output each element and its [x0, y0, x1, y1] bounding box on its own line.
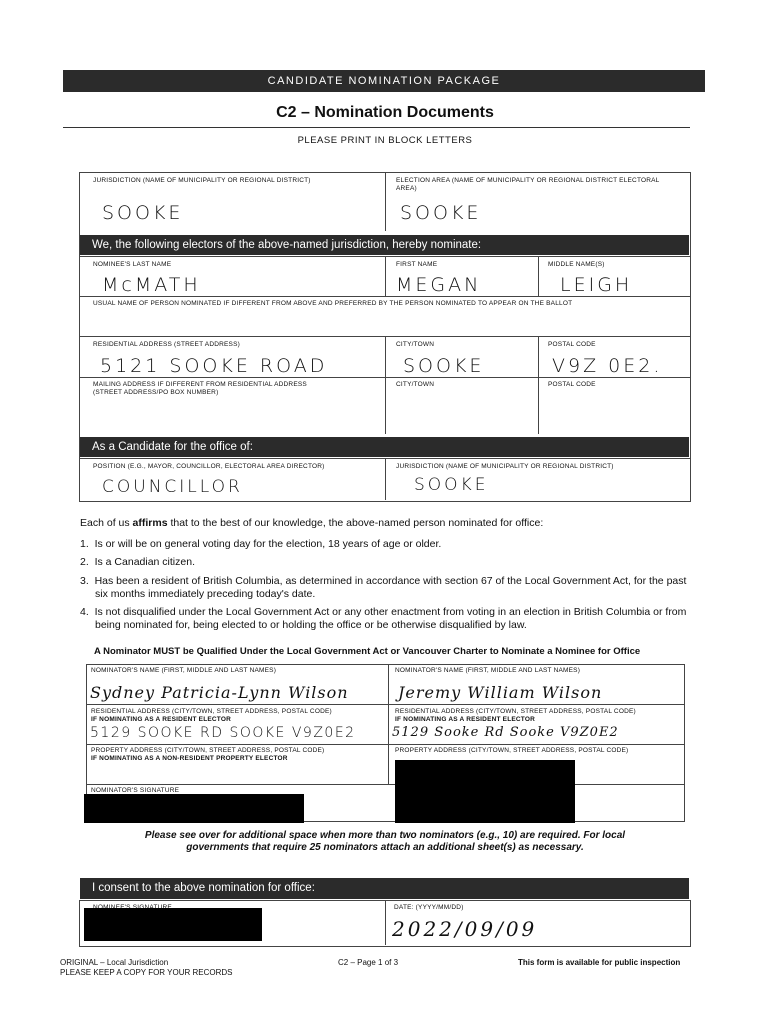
nominator2-name-label: NOMINATOR'S NAME (FIRST, MIDDLE AND LAST NAMES) [395, 667, 581, 674]
redacted-signature [395, 760, 575, 823]
package-banner: CANDIDATE NOMINATION PACKAGE [63, 70, 705, 92]
nominator2-res-label: RESIDENTIAL ADDRESS (CITY/TOWN, STREET ADDRESS, POSTAL CODE) [395, 708, 636, 715]
divider [79, 296, 690, 297]
nominator1-name-label: NOMINATOR'S NAME (FIRST, MIDDLE AND LAST NAMES) [91, 667, 277, 674]
divider [385, 256, 386, 296]
mailing-address-sublabel: (STREET ADDRESS/PO BOX NUMBER) [93, 389, 219, 396]
usual-name-label: USUAL NAME OF PERSON NOMINATED IF DIFFERENT FROM ABOVE AND PREFERRED BY THE PERSON NOMINATED TO APPEAR ON THE BALLOT [93, 300, 573, 307]
office-jurisdiction-field[interactable]: SOOKE [414, 475, 489, 495]
nominator2-res-field[interactable]: 5129 Sooke Rd Sooke V9Z0E2 [392, 725, 619, 740]
note-line: Please see over for additional space when more than two nominators (e.g., 10) are required. For local [144, 830, 626, 841]
additional-space-note [0, 830, 770, 854]
middle-name-label: MIDDLE NAME(S) [548, 261, 605, 268]
title-rule [63, 127, 690, 128]
city-label: CITY/TOWN [396, 341, 435, 348]
footer-original: ORIGINAL – Local Jurisdiction [60, 958, 169, 967]
page-subtitle: PLEASE PRINT IN BLOCK LETTERS [297, 135, 473, 146]
mailing-city-label: CITY/TOWN [396, 381, 435, 388]
divider [388, 664, 389, 784]
nominator2-prop-label: PROPERTY ADDRESS (CITY/TOWN, STREET ADDRESS, POSTAL CODE) [395, 747, 629, 754]
qualified-heading: A Nominator MUST be Qualified Under the Local Government Act or Vancouver Charter to Nominate a Nominee for Office [94, 646, 641, 657]
affirm-item: 2. Is a Canadian citizen. [80, 556, 195, 568]
nominator2-name-field[interactable]: Jeremy William Wilson [398, 683, 603, 702]
redacted-signature [84, 794, 304, 823]
divider [538, 336, 539, 434]
nominee-last-name-field[interactable]: McMATH [102, 274, 201, 296]
postal-code-field[interactable]: V9Z 0E2. [552, 355, 663, 377]
note-line: governments that require 25 nominators attach an additional sheet(s) as necessary. [186, 842, 584, 853]
redacted-signature [84, 908, 262, 941]
city-field[interactable]: SOOKE [403, 355, 485, 377]
election-area-field[interactable]: SOOKE [400, 202, 482, 224]
election-area-label: ELECTION AREA (NAME OF MUNICIPALITY OR REGIONAL DISTRICT ELECTORAL AREA) [396, 177, 660, 192]
affirm-item: 4. Is not disqualified under the Local Government Act or any other enactment from voting in an election in British Columbia or from being nominated for, being elected to or holding the office or be otherwise disqualified by law. [80, 606, 687, 631]
footer-left [60, 958, 233, 978]
footer-page: C2 – Page 1 of 3 [338, 958, 399, 967]
affirm-item: 1. Is or will be on general voting day for the election, 18 years of age or older. [80, 538, 442, 550]
affirm-item-text: Has been a resident of British Columbia, as determined in accordance with section 67 of the Local Government Act, for the past six months immediately preceding today's date. [94, 575, 687, 600]
divider [86, 744, 684, 745]
divider [385, 336, 386, 434]
nominator-signature-label: NOMINATOR'S SIGNATURE [91, 787, 180, 794]
first-name-field[interactable]: MEGAN [396, 274, 482, 296]
first-name-label: FIRST NAME [396, 261, 438, 268]
affirm-item: 3. Has been a resident of British Columbia, as determined in accordance with section 67 of the Local Government Act, for the past six months immediately preceding today's date. [80, 575, 687, 600]
date-label: DATE: (YYYY/MM/DD) [394, 904, 464, 911]
divider [385, 900, 386, 945]
affirm-intro [80, 517, 700, 530]
mailing-address-label: MAILING ADDRESS IF DIFFERENT FROM RESIDENTIAL ADDRESS [93, 381, 307, 388]
nominator1-res-sub: IF NOMINATING AS A RESIDENT ELECTOR [91, 716, 232, 723]
nominee-last-name-label: NOMINEE'S LAST NAME [93, 261, 172, 268]
page-title: C2 – Nomination Documents [276, 104, 494, 121]
affirm-intro-c: that to the best of our knowledge, the above-named person nominated for office: [167, 517, 544, 529]
mailing-postal-label: POSTAL CODE [548, 381, 596, 388]
middle-name-field[interactable]: LEIGH [560, 274, 633, 296]
affirm-item-text: Is not disqualified under the Local Government Act or any other enactment from voting in an election in British Columbia or from being nominated for, being elected to or holding the office or be otherwise disqualified by law. [94, 606, 687, 631]
affirm-item-text: Is a Canadian citizen. [94, 556, 195, 568]
nominator1-prop-sub: IF NOMINATING AS A NON-RESIDENT PROPERTY ELECTOR [91, 755, 288, 762]
date-field[interactable]: 2022/09/09 [392, 917, 538, 941]
affirm-intro-a: Each of us [80, 517, 133, 529]
residential-address-label: RESIDENTIAL ADDRESS (STREET ADDRESS) [93, 341, 240, 348]
nominator1-res-field[interactable]: 5129 SOOKE RD SOOKE V9Z0E2 [90, 725, 356, 741]
divider [86, 784, 684, 785]
divider [385, 172, 386, 231]
nominator2-res-sub: IF NOMINATING AS A RESIDENT ELECTOR [395, 716, 536, 723]
jurisdiction-field[interactable]: SOOKE [102, 202, 184, 224]
divider [385, 458, 386, 500]
nominator1-name-field[interactable]: Sydney Patricia-Lynn Wilson [90, 683, 349, 702]
nominator1-res-label: RESIDENTIAL ADDRESS (CITY/TOWN, STREET ADDRESS, POSTAL CODE) [91, 708, 332, 715]
nominate-bar: We, the following electors of the above-named jurisdiction, hereby nominate: [80, 235, 689, 255]
footer-keep-copy: PLEASE KEEP A COPY FOR YOUR RECORDS [60, 968, 233, 977]
affirm-item-text: Is or will be on general voting day for the election, 18 years of age or older. [94, 538, 442, 550]
position-field[interactable]: COUNCILLOR [102, 477, 243, 497]
divider [86, 704, 684, 705]
divider [79, 377, 690, 378]
office-jurisdiction-label: JURISDICTION (NAME OF MUNICIPALITY OR REGIONAL DISTRICT) [396, 463, 614, 470]
jurisdiction-label: JURISDICTION (NAME OF MUNICIPALITY OR REGIONAL DISTRICT) [93, 177, 311, 184]
office-bar: As a Candidate for the office of: [80, 437, 689, 457]
affirm-intro-b: affirms [132, 517, 168, 529]
consent-bar: I consent to the above nomination for office: [80, 878, 689, 899]
postal-code-label: POSTAL CODE [548, 341, 596, 348]
footer-public: This form is available for public inspection [518, 958, 681, 967]
position-label: POSITION (E.G., MAYOR, COUNCILLOR, ELECTORAL AREA DIRECTOR) [93, 463, 325, 470]
residential-address-field[interactable]: 5121 SOOKE ROAD [100, 355, 328, 377]
divider [538, 256, 539, 296]
nominator1-prop-label: PROPERTY ADDRESS (CITY/TOWN, STREET ADDRESS, POSTAL CODE) [91, 747, 325, 754]
